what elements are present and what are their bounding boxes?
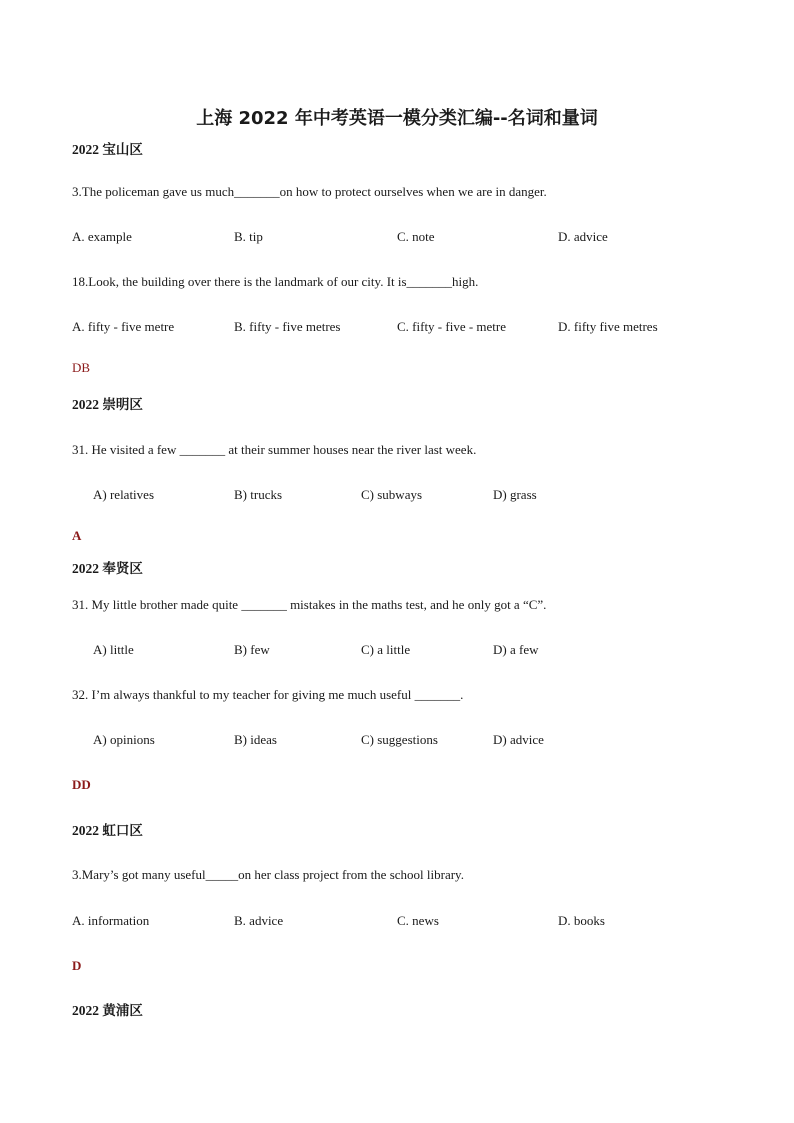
answer-key: D: [72, 958, 82, 973]
option-a: A. information: [72, 913, 150, 928]
question-stem: 3.The policeman gave us much_______on how to protect ourselves when we are in danger.: [72, 184, 547, 199]
option-c: C. news: [397, 913, 439, 928]
answer-key: A: [72, 528, 82, 543]
option-b: B) trucks: [234, 487, 283, 502]
option-d: D) grass: [493, 487, 537, 502]
option-c: C) subways: [361, 487, 423, 502]
option-a: A. fifty - five metre: [72, 319, 175, 334]
option-d: D. advice: [558, 229, 608, 244]
option-c: C. note: [397, 229, 435, 244]
option-d: D. fifty five metres: [558, 319, 658, 334]
option-d: D) advice: [493, 732, 544, 747]
option-a: A) relatives: [93, 487, 155, 502]
option-d: D) a few: [493, 642, 539, 657]
option-a: A) opinions: [93, 732, 155, 747]
section-heading: 2022 宝山区: [72, 142, 143, 157]
option-c: C) suggestions: [361, 732, 438, 747]
option-c: C. fifty - five - metre: [397, 319, 507, 334]
question-stem: 31. He visited a few _______ at their summer houses near the river last week.: [72, 442, 477, 457]
option-b: B) ideas: [234, 732, 277, 747]
option-a: A) little: [93, 642, 134, 657]
option-b: B. tip: [234, 229, 263, 244]
option-b: B) few: [234, 642, 270, 657]
option-c: C) a little: [361, 642, 411, 657]
question-stem: 32. I’m always thankful to my teacher for giving me much useful _______.: [72, 687, 464, 702]
option-b: B. fifty - five metres: [234, 319, 341, 334]
section-heading: 2022 奉贤区: [72, 561, 143, 576]
document-title: 上海 2022 年中考英语一模分类汇编--名词和量词: [196, 108, 598, 129]
answer-key: DD: [72, 777, 91, 792]
section-heading: 2022 黄浦区: [72, 1003, 143, 1018]
section-heading: 2022 崇明区: [72, 397, 143, 412]
option-d: D. books: [558, 913, 605, 928]
question-stem: 18.Look, the building over there is the landmark of our city. It is_______high.: [72, 274, 479, 289]
section-heading: 2022 虹口区: [72, 823, 143, 838]
option-a: A. example: [72, 229, 132, 244]
option-b: B. advice: [234, 913, 284, 928]
question-stem: 31. My little brother made quite _______ mistakes in the maths test, and he only got a “C”.: [72, 597, 547, 612]
answer-key: DB: [72, 360, 91, 375]
question-stem: 3.Mary’s got many useful_____on her class project from the school library.: [72, 867, 464, 882]
